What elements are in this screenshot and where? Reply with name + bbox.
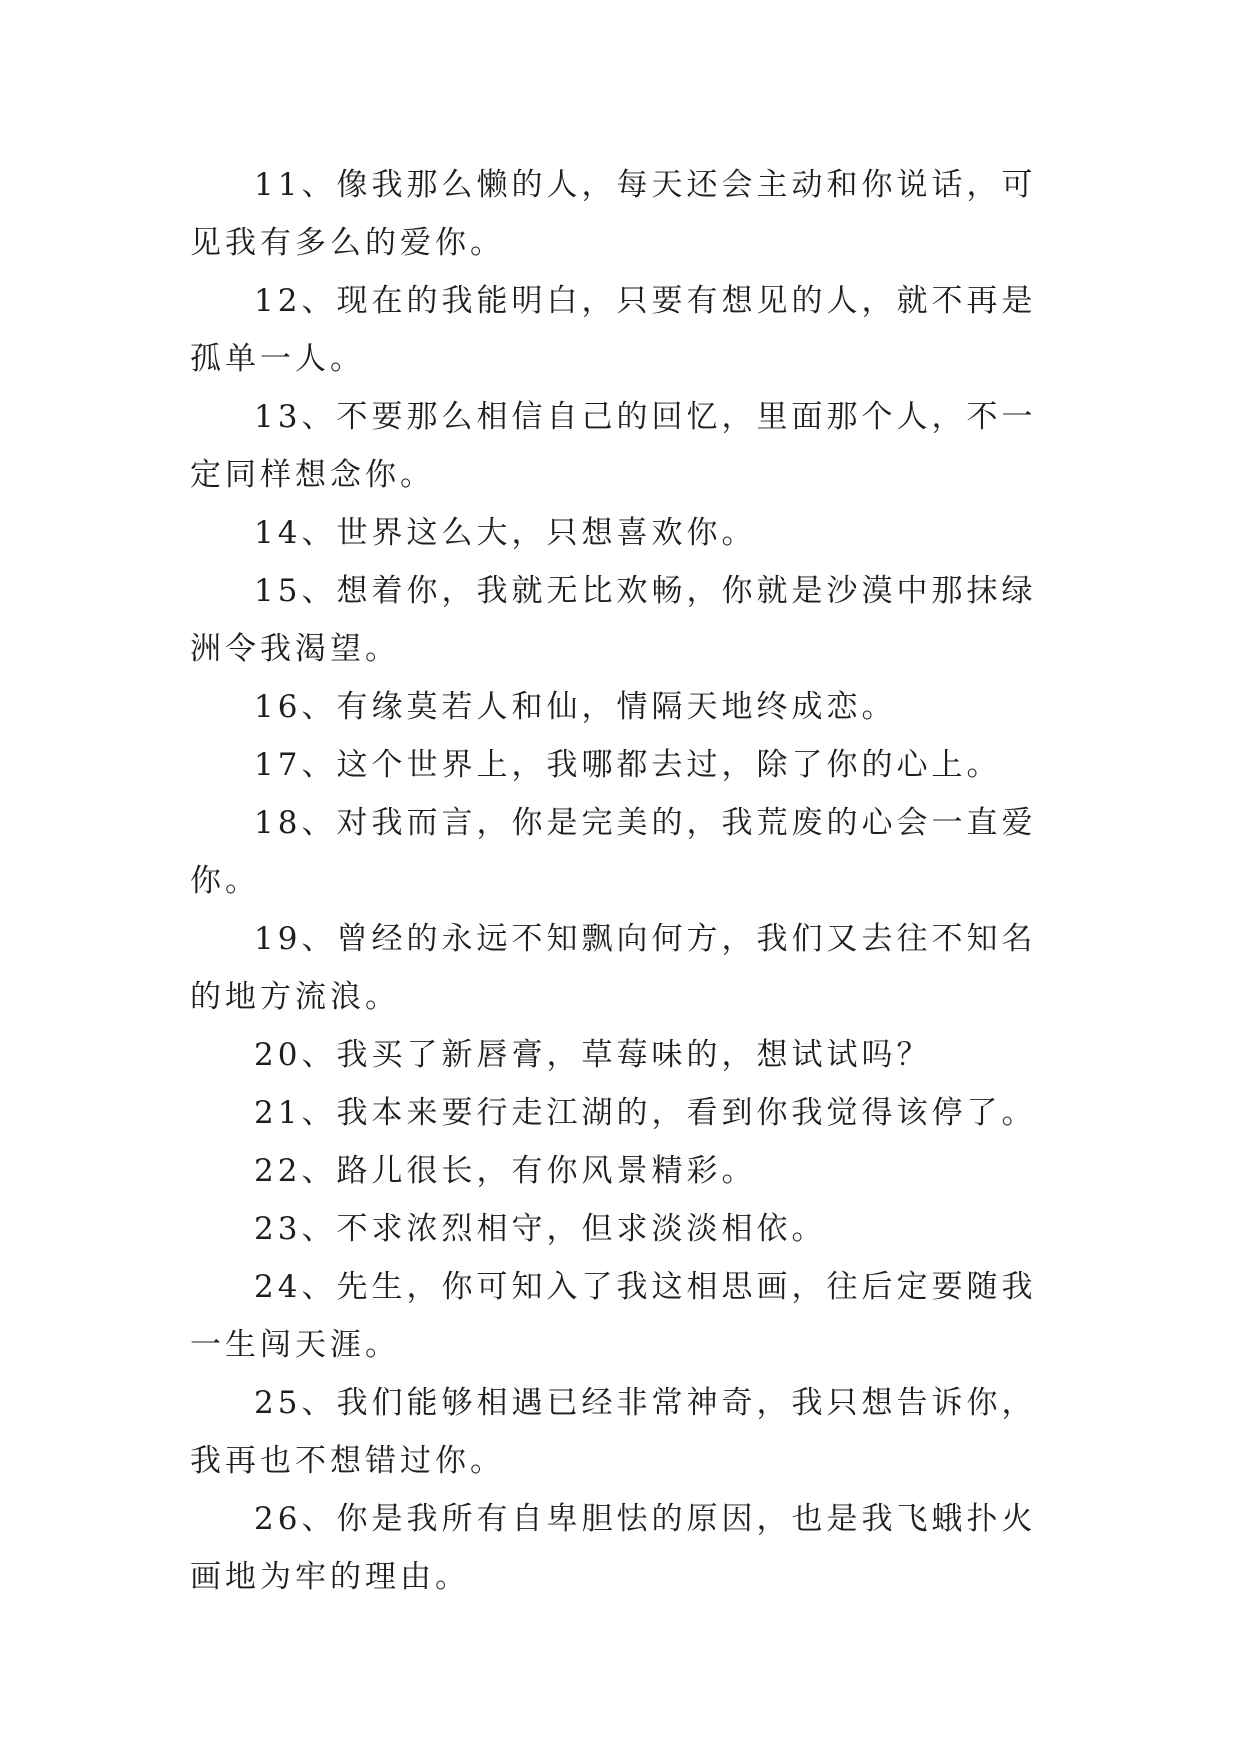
paragraph-15: 15、想着你，我就无比欢畅，你就是沙漠中那抹绿洲令我渴望。 [190,573,1037,667]
paragraph-25: 25、我们能够相遇已经非常神奇，我只想告诉你，我再也不想错过你。 [190,1385,1037,1479]
paragraph-18: 18、对我而言，你是完美的，我荒废的心会一直爱你。 [190,805,1037,899]
paragraph-19: 19、曾经的永远不知飘向何方，我们又去往不知名的地方流浪。 [190,921,1037,1015]
paragraph-26: 26、你是我所有自卑胆怯的原因，也是我飞蛾扑火画地为牢的理由。 [190,1501,1037,1595]
paragraph-17: 17、这个世界上，我哪都去过，除了你的心上。 [254,747,1002,783]
paragraph-16: 16、有缘莫若人和仙，情隔天地终成恋。 [254,689,897,725]
paragraph-23: 23、不求浓烈相守，但求淡淡相依。 [254,1211,827,1247]
document-body [190,156,1062,1606]
paragraph-11: 11、像我那么懒的人，每天还会主动和你说话，可见我有多么的爱你。 [190,167,1037,261]
paragraph-12: 12、现在的我能明白，只要有想见的人，就不再是孤单一人。 [190,283,1037,377]
paragraph-13: 13、不要那么相信自己的回忆，里面那个人，不一定同样想念你。 [190,399,1037,493]
paragraph-21: 21、我本来要行走江湖的，看到你我觉得该停了。 [254,1095,1037,1131]
paragraph-14: 14、世界这么大，只想喜欢你。 [254,515,757,551]
paragraph-20: 20、我买了新唇膏，草莓味的，想试试吗？ [254,1037,932,1073]
paragraph-22: 22、路儿很长，有你风景精彩。 [254,1153,757,1189]
paragraph-24: 24、先生，你可知入了我这相思画，往后定要随我一生闯天涯。 [190,1269,1037,1363]
